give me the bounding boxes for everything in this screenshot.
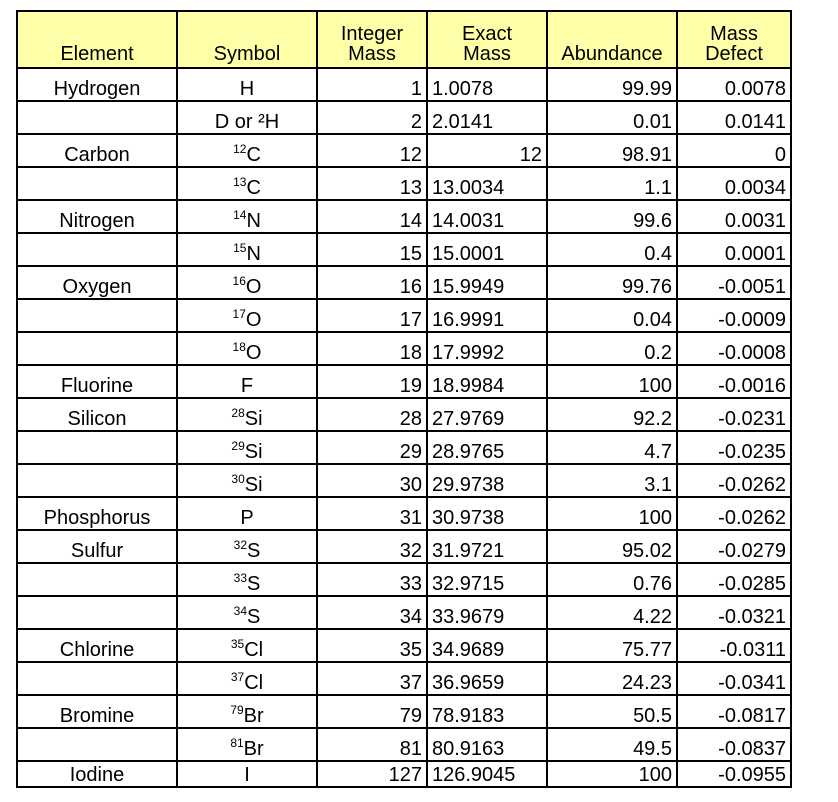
cell-mass-defect: -0.0321 [677, 596, 791, 629]
table-row [17, 728, 791, 761]
cell-abundance: 95.02 [547, 530, 677, 563]
cell-exact-mass: 15.9949 [427, 266, 547, 299]
cell-symbol [177, 530, 317, 563]
cell-abundance: 0.2 [547, 332, 677, 365]
cell-exact-mass: 14.0031 [427, 200, 547, 233]
table-row [17, 662, 791, 695]
table-row [17, 332, 791, 365]
cell-exact-mass: 16.9991 [427, 299, 547, 332]
cell-element: Iodine [17, 761, 177, 787]
mass-number-superscript: 18 [232, 340, 246, 354]
cell-integer-mass: 28 [317, 398, 427, 431]
cell-element: Fluorine [17, 365, 177, 398]
cell-exact-mass: 18.9984 [427, 365, 547, 398]
header-integer-mass [317, 11, 427, 68]
cell-element: Sulfur [17, 530, 177, 563]
header-integer-mass-line1: Integer [340, 23, 404, 45]
cell-element [17, 728, 177, 761]
element-symbol: Cl [244, 672, 264, 694]
table-row [17, 398, 791, 431]
mass-number-superscript: 33 [233, 571, 247, 585]
cell-integer-mass: 30 [317, 464, 427, 497]
cell-element: Silicon [17, 398, 177, 431]
table-row [17, 233, 791, 266]
cell-integer-mass: 17 [317, 299, 427, 332]
cell-integer-mass: 18 [317, 332, 427, 365]
cell-mass-defect: -0.0279 [677, 530, 791, 563]
table-row [17, 530, 791, 563]
element-symbol: F [240, 375, 254, 397]
table-row [17, 629, 791, 662]
element-symbol: C [246, 177, 261, 199]
cell-integer-mass: 79 [317, 695, 427, 728]
cell-abundance: 75.77 [547, 629, 677, 662]
cell-integer-mass: 81 [317, 728, 427, 761]
mass-number-superscript: 14 [233, 208, 247, 222]
cell-abundance: 24.23 [547, 662, 677, 695]
element-symbol: N [246, 210, 261, 232]
mass-number-superscript: 16 [232, 274, 246, 288]
cell-mass-defect: -0.0008 [677, 332, 791, 365]
cell-integer-mass: 2 [317, 101, 427, 134]
element-symbol: S [247, 540, 261, 562]
table-row [17, 266, 791, 299]
header-mass-defect-line1: Mass [710, 23, 758, 45]
cell-exact-mass: 31.9721 [427, 530, 547, 563]
cell-symbol [177, 761, 317, 787]
table-row [17, 695, 791, 728]
element-symbol: S [247, 573, 261, 595]
cell-element [17, 596, 177, 629]
cell-symbol [177, 101, 317, 134]
cell-symbol [177, 299, 317, 332]
cell-element: Nitrogen [17, 200, 177, 233]
element-symbol: P [240, 507, 254, 529]
cell-mass-defect: 0.0031 [677, 200, 791, 233]
cell-exact-mass: 78.9183 [427, 695, 547, 728]
element-symbol: Si [244, 441, 263, 463]
mass-number-superscript: 12 [233, 142, 247, 156]
cell-exact-mass: 13.0034 [427, 167, 547, 200]
cell-mass-defect: -0.0016 [677, 365, 791, 398]
cell-mass-defect: -0.0341 [677, 662, 791, 695]
header-mass-defect [677, 11, 791, 68]
element-symbol: H [239, 78, 255, 100]
cell-abundance: 49.5 [547, 728, 677, 761]
cell-exact-mass: 30.9738 [427, 497, 547, 530]
element-symbol: N [246, 243, 261, 265]
table-row [17, 134, 791, 167]
cell-mass-defect: -0.0262 [677, 464, 791, 497]
cell-integer-mass: 37 [317, 662, 427, 695]
cell-mass-defect: -0.0262 [677, 497, 791, 530]
header-integer-mass-line2: Mass [348, 43, 396, 65]
cell-mass-defect: -0.0311 [677, 629, 791, 662]
table-body [17, 68, 791, 787]
cell-mass-defect: 0.0001 [677, 233, 791, 266]
cell-integer-mass: 33 [317, 563, 427, 596]
table-row [17, 464, 791, 497]
cell-element: Bromine [17, 695, 177, 728]
element-symbol: I [244, 764, 250, 786]
cell-symbol [177, 596, 317, 629]
cell-integer-mass: 16 [317, 266, 427, 299]
cell-integer-mass: 34 [317, 596, 427, 629]
cell-element [17, 662, 177, 695]
cell-abundance: 1.1 [547, 167, 677, 200]
cell-element: Oxygen [17, 266, 177, 299]
cell-symbol [177, 728, 317, 761]
cell-integer-mass: 29 [317, 431, 427, 464]
mass-number-superscript: 32 [233, 538, 247, 552]
table-row [17, 761, 791, 787]
element-symbol: Cl [244, 639, 264, 661]
cell-abundance: 100 [547, 761, 677, 787]
cell-exact-mass: 15.0001 [427, 233, 547, 266]
cell-symbol [177, 398, 317, 431]
cell-abundance: 4.22 [547, 596, 677, 629]
mass-number-superscript: 81 [230, 736, 244, 750]
cell-element [17, 167, 177, 200]
cell-symbol [177, 200, 317, 233]
element-symbol: O [245, 342, 262, 364]
cell-exact-mass: 32.9715 [427, 563, 547, 596]
cell-mass-defect: -0.0051 [677, 266, 791, 299]
cell-exact-mass: 33.9679 [427, 596, 547, 629]
cell-symbol [177, 695, 317, 728]
cell-abundance: 0.76 [547, 563, 677, 596]
element-symbol: O [245, 309, 262, 331]
mass-number-superscript: 30 [231, 472, 245, 486]
header-row [17, 11, 791, 68]
cell-exact-mass: 12 [427, 134, 547, 167]
element-symbol: Br [243, 705, 264, 727]
cell-element: Carbon [17, 134, 177, 167]
cell-element [17, 464, 177, 497]
cell-element [17, 563, 177, 596]
cell-exact-mass: 34.9689 [427, 629, 547, 662]
cell-symbol [177, 431, 317, 464]
cell-element: Chlorine [17, 629, 177, 662]
cell-abundance: 92.2 [547, 398, 677, 431]
cell-mass-defect: -0.0955 [677, 761, 791, 787]
cell-mass-defect: 0.0078 [677, 68, 791, 101]
cell-integer-mass: 15 [317, 233, 427, 266]
element-symbol: C [246, 144, 261, 166]
cell-symbol [177, 464, 317, 497]
mass-number-superscript: 37 [230, 670, 245, 684]
cell-element [17, 101, 177, 134]
cell-exact-mass: 28.9765 [427, 431, 547, 464]
header-exact-mass-line1: Exact [461, 23, 513, 45]
table-row [17, 365, 791, 398]
cell-symbol [177, 233, 317, 266]
element-symbol: D or ²H [214, 111, 280, 133]
cell-mass-defect: 0.0141 [677, 101, 791, 134]
cell-symbol [177, 497, 317, 530]
mass-number-superscript: 17 [232, 307, 246, 321]
cell-integer-mass: 31 [317, 497, 427, 530]
cell-exact-mass: 17.9992 [427, 332, 547, 365]
cell-abundance: 3.1 [547, 464, 677, 497]
cell-abundance: 100 [547, 497, 677, 530]
cell-symbol [177, 68, 317, 101]
header-exact-mass-line2: Mass [463, 43, 511, 65]
table-row [17, 200, 791, 233]
header-symbol: Symbol [177, 11, 317, 68]
element-symbol: S [247, 606, 261, 628]
cell-exact-mass: 126.9045 [427, 761, 547, 787]
cell-mass-defect: -0.0817 [677, 695, 791, 728]
cell-integer-mass: 19 [317, 365, 427, 398]
cell-integer-mass: 14 [317, 200, 427, 233]
cell-abundance: 99.6 [547, 200, 677, 233]
mass-number-superscript: 13 [233, 175, 247, 189]
table-row [17, 68, 791, 101]
cell-symbol [177, 167, 317, 200]
element-symbol: O [245, 276, 262, 298]
cell-abundance: 50.5 [547, 695, 677, 728]
cell-element [17, 233, 177, 266]
header-element: Element [17, 11, 177, 68]
cell-abundance: 0.04 [547, 299, 677, 332]
cell-exact-mass: 27.9769 [427, 398, 547, 431]
mass-number-superscript: 15 [233, 241, 247, 255]
cell-exact-mass: 36.9659 [427, 662, 547, 695]
cell-integer-mass: 35 [317, 629, 427, 662]
mass-number-superscript: 34 [233, 604, 247, 618]
mass-number-superscript: 79 [230, 703, 244, 717]
table-row [17, 497, 791, 530]
cell-element: Phosphorus [17, 497, 177, 530]
cell-symbol [177, 266, 317, 299]
table-row [17, 167, 791, 200]
cell-exact-mass: 2.0141 [427, 101, 547, 134]
table-row [17, 299, 791, 332]
table-row [17, 101, 791, 134]
table-row [17, 431, 791, 464]
cell-symbol [177, 365, 317, 398]
header-mass-defect-line2: Defect [705, 43, 763, 65]
mass-number-superscript: 35 [230, 637, 245, 651]
cell-integer-mass: 127 [317, 761, 427, 787]
table-row [17, 596, 791, 629]
cell-integer-mass: 32 [317, 530, 427, 563]
cell-element [17, 332, 177, 365]
cell-mass-defect: -0.0231 [677, 398, 791, 431]
cell-mass-defect: -0.0235 [677, 431, 791, 464]
table-row [17, 563, 791, 596]
cell-element [17, 431, 177, 464]
element-symbol: Br [243, 738, 264, 760]
mass-number-superscript: 28 [231, 406, 245, 420]
cell-abundance: 98.91 [547, 134, 677, 167]
cell-abundance: 99.99 [547, 68, 677, 101]
cell-integer-mass: 13 [317, 167, 427, 200]
cell-element: Hydrogen [17, 68, 177, 101]
cell-integer-mass: 12 [317, 134, 427, 167]
cell-abundance: 99.76 [547, 266, 677, 299]
cell-abundance: 100 [547, 365, 677, 398]
header-exact-mass [427, 11, 547, 68]
cell-exact-mass: 29.9738 [427, 464, 547, 497]
cell-symbol [177, 563, 317, 596]
cell-symbol [177, 629, 317, 662]
element-symbol: Si [244, 408, 263, 430]
cell-abundance: 4.7 [547, 431, 677, 464]
cell-element [17, 299, 177, 332]
cell-mass-defect: 0.0034 [677, 167, 791, 200]
isotope-mass-table [16, 10, 792, 788]
mass-number-superscript: 29 [231, 439, 245, 453]
cell-mass-defect: -0.0837 [677, 728, 791, 761]
cell-exact-mass: 1.0078 [427, 68, 547, 101]
element-symbol: Si [244, 474, 263, 496]
cell-abundance: 0.4 [547, 233, 677, 266]
cell-mass-defect: 0 [677, 134, 791, 167]
cell-abundance: 0.01 [547, 101, 677, 134]
cell-integer-mass: 1 [317, 68, 427, 101]
cell-exact-mass: 80.9163 [427, 728, 547, 761]
cell-symbol [177, 332, 317, 365]
cell-symbol [177, 134, 317, 167]
header-abundance: Abundance [547, 11, 677, 68]
cell-symbol [177, 662, 317, 695]
cell-mass-defect: -0.0285 [677, 563, 791, 596]
cell-mass-defect: -0.0009 [677, 299, 791, 332]
